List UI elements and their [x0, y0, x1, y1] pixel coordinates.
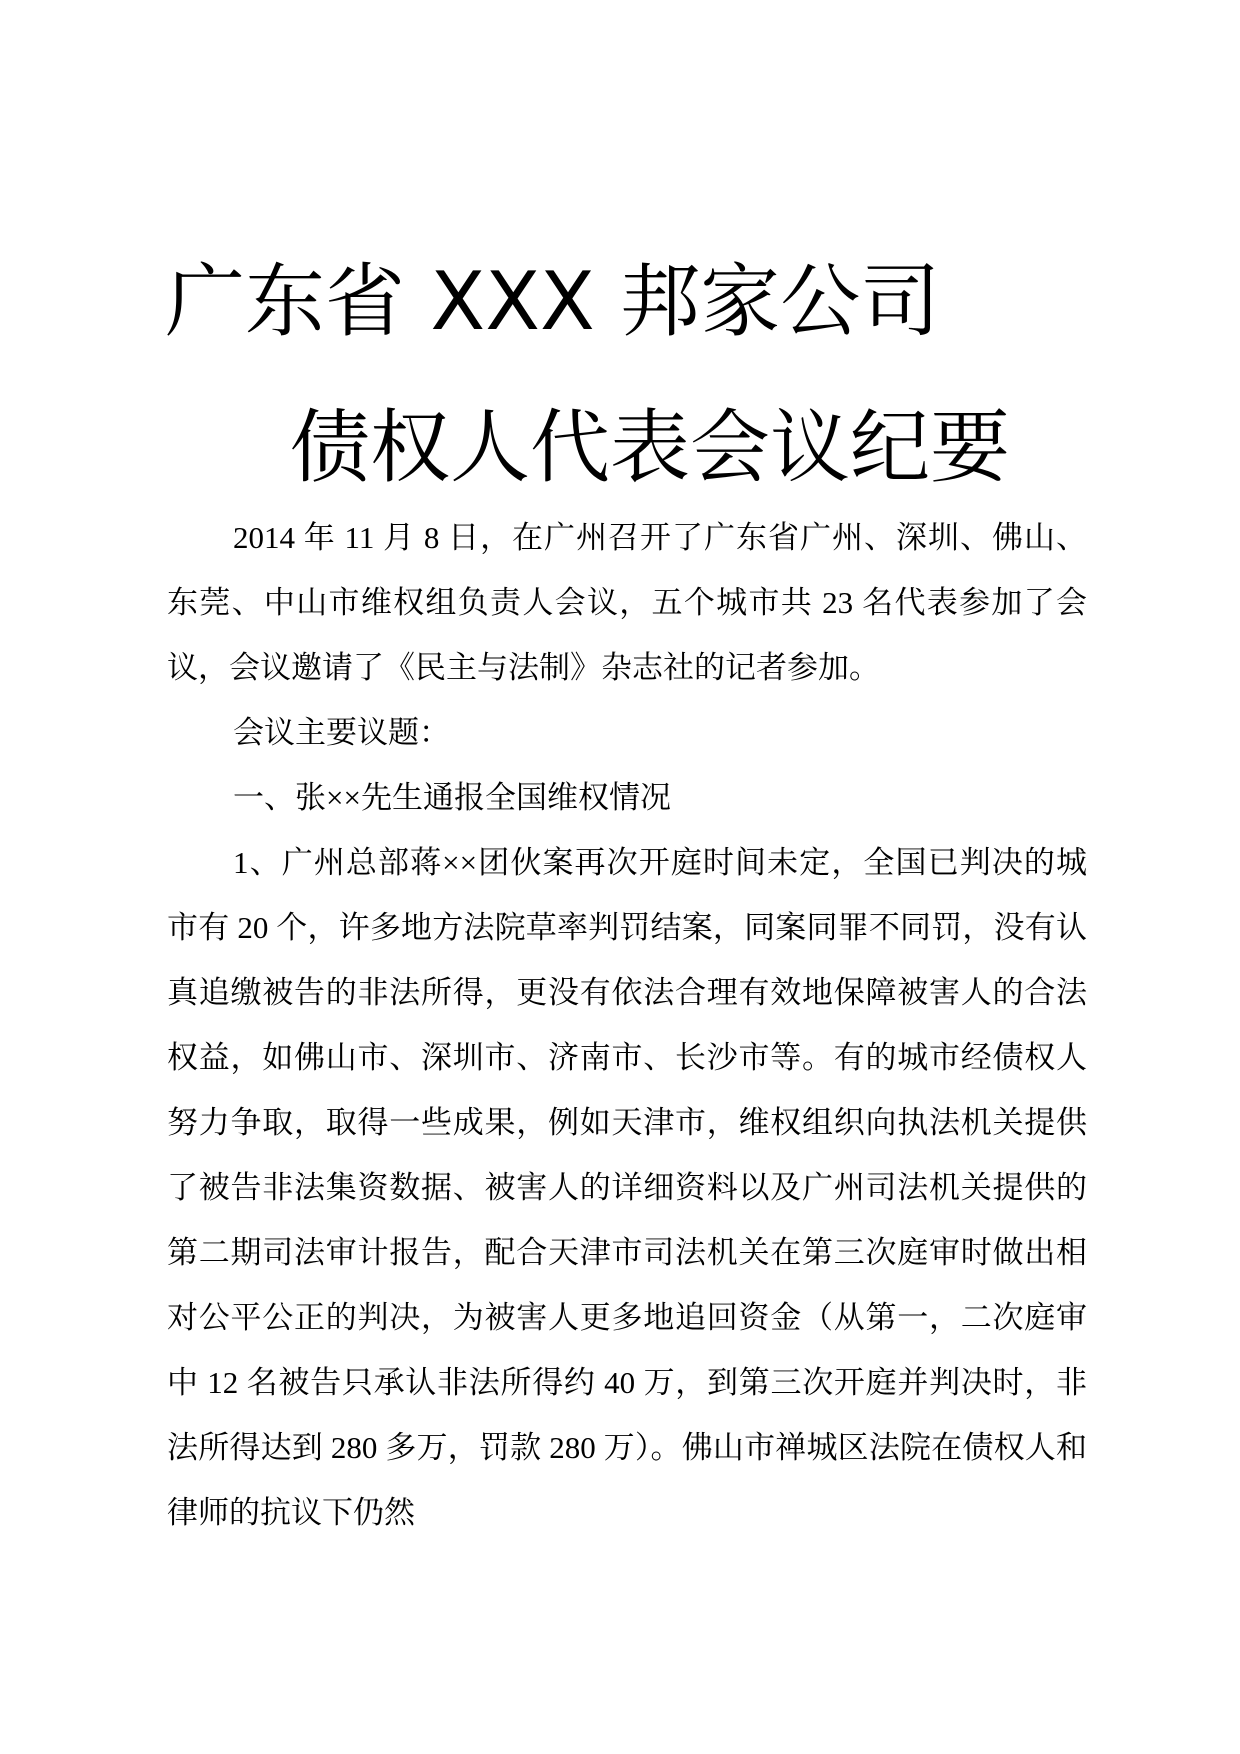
document-title-line-2: 债权人代表会议纪要 [290, 401, 1010, 494]
document-body [167, 505, 1087, 1545]
paragraph-agenda-heading: 会议主要议题： [233, 715, 450, 750]
paragraph-section-heading: 一、张××先生通报全国维权情况 [233, 780, 671, 815]
document-title-line-1: 广东省 XXX 邦家公司 [165, 255, 941, 348]
paragraph-meeting-intro: 2014 年 11 月 8 日，在广州召开了广东省广州、深圳、佛山、东莞、中山市维权组负责人会议，五个城市共 23 名代表参加了会议，会议邀请了《民主与法制》杂志社的记者参加。 [167, 520, 1087, 685]
paragraph-item-1: 1、广州总部蒋××团伙案再次开庭时间未定，全国已判决的城市有 20 个，许多地方法院草率判罚结案，同案同罪不同罚，没有认真追缴被告的非法所得，更没有依法合理有效地保障被害人的合法权益，如佛山市、深圳市、济南市、长沙市等。有的城市经债权人努力争取，取得一些成果，例如天津市，维权组织向执法机关提供了被告非法集资数据、被害人的详细资料以及广州司法机关提供的第二期司法审计报告，配合天津市司法机关在第三次庭审时做出相对公平公正的判决，为被害人更多地追回资金（从第一，二次庭审中 12 名被告只承认非法所得约 40 万，到第三次开庭并判决时，非法所得达到 280 多万，罚款 280 万）。佛山市禅城区法院在债权人和律师的抗议下仍然 [167, 845, 1087, 1530]
